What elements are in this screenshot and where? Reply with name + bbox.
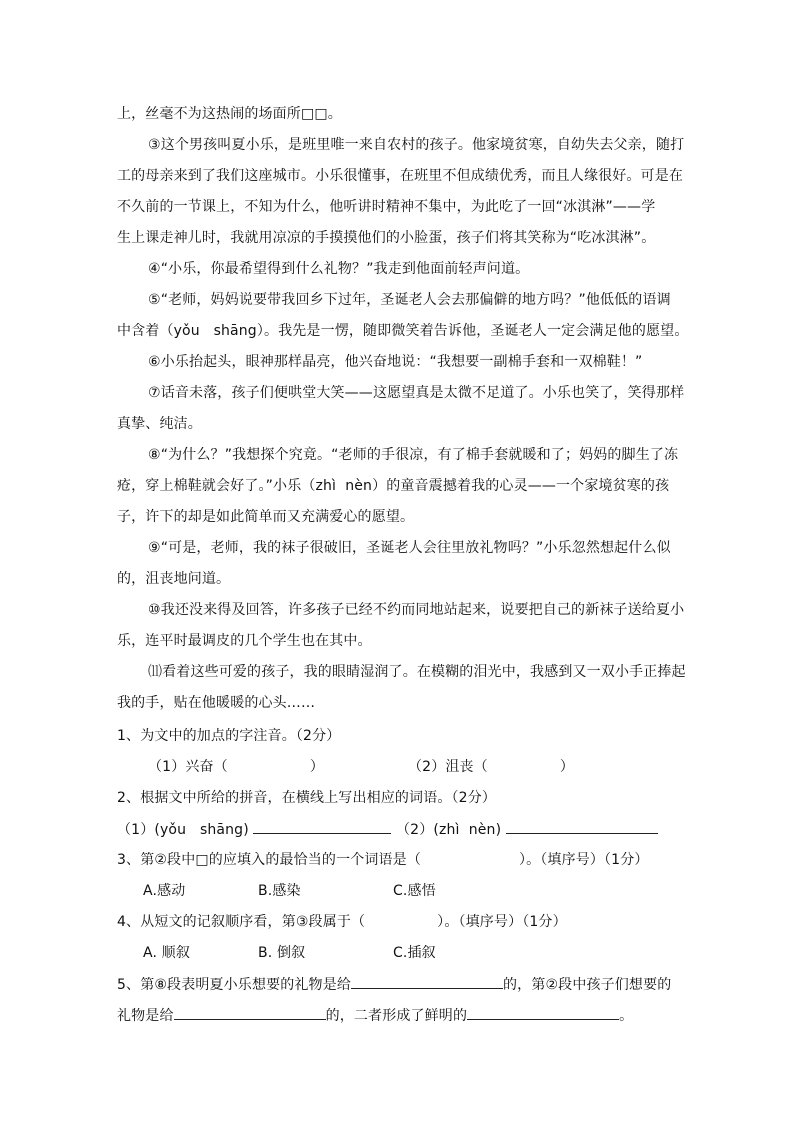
question-2a-label: （1）(yǒu shāng) [117,822,249,838]
paragraph-8-line-2: 疮，穿上棉鞋就会好了。”小乐（zhì nèn）的童音震撼着我的心灵——一个家境贫寒的孩 [117,478,670,494]
question-4-option-c: C.插叙 [393,945,436,961]
question-5-line-1 [117,974,671,995]
question-2b-label: （2）(zhì nèn) [396,822,502,838]
question-1a-prefix: （1）兴奋（ [148,759,228,775]
question-1b-prefix: （2）沮丧（ [408,759,488,775]
question-5-part-e: 。 [619,1008,634,1024]
paragraph-10-line-2: 乐，连平时最调皮的几个学生也在其中。 [117,633,372,649]
paragraph-2-tail: 上，丝毫不为这热闹的场面所□□。 [117,106,342,122]
question-5-part-a: 5、第⑧段表明夏小乐想要的礼物是给 [117,977,352,993]
question-4-prefix: 4、从短文的记叙顺序看，第③段属于（ [117,914,366,930]
answer-line-5c[interactable] [467,1005,619,1020]
question-2-answers [117,819,658,840]
paragraph-3-line-1: ③这个男孩叫夏小乐，是班里唯一来自农村的孩子。他家境贫寒，自幼失去父亲，随打 [148,137,685,153]
paragraph-11-line-2: 我的手，贴在他暖暖的心头…… [117,695,316,711]
paragraph-11-line-1: ⑾看着这些可爱的孩子，我的眼睛湿润了。在模糊的泪光中，我感到又一双小手正捧起 [148,664,686,680]
question-1a [148,757,324,777]
question-2: 2、根据文中所给的拼音，在横线上写出相应的词语。（2分） [117,790,497,806]
question-4 [117,912,567,932]
question-3-suffix: ）。（填序号）（1分） [518,852,649,868]
question-5-line-2 [117,1005,633,1026]
paragraph-3-line-4: 生上课走神儿时，我就用凉凉的手摸摸他们的小脸蛋，孩子们将其笑称为“吃冰淇淋”。 [117,230,656,246]
question-1: 1、为文中的加点的字注音。（2分） [117,728,341,744]
question-4-option-a: A. 顺叙 [143,945,190,961]
answer-line-5b[interactable] [174,1005,326,1020]
paragraph-9-line-2: 的，沮丧地问道。 [117,571,231,587]
question-5-part-c: 礼物是给 [117,1008,174,1024]
answer-line-5a[interactable] [351,974,503,989]
question-3 [117,850,649,870]
answer-line-2b[interactable] [506,819,658,834]
answer-line-2a[interactable] [253,819,391,834]
question-3-option-c: C.感悟 [393,883,436,899]
question-3-option-b: B.感染 [258,883,301,899]
paragraph-7-line-1: ⑦话音未落，孩子们便哄堂大笑——这愿望真是太微不足道了。小乐也笑了，笑得那样 [148,385,685,401]
question-1a-suffix: ） [309,759,324,775]
question-1b [408,757,574,777]
question-3-prefix: 3、第②段中□的应填入的最恰当的一个词语是（ [117,852,421,868]
paragraph-3-line-3: 不久前的一节课上，不知为什么，他听讲时精神不集中，为此吃了一回“冰淇淋”——学 [117,199,656,215]
paragraph-4: ④“小乐，你最希望得到什么礼物？”我走到他面前轻声问道。 [148,261,530,277]
paragraph-10-line-1: ⑩我还没来得及回答，许多孩子已经不约而同地站起来，说要把自己的新袜子送给夏小 [148,602,685,618]
question-3-option-a: A.感动 [143,883,186,899]
question-5-part-d: 的，二者形成了鲜明的 [325,1008,468,1024]
question-1b-suffix: ） [559,759,574,775]
paragraph-9-line-1: ⑨“可是，老师，我的袜子很破旧，圣诞老人会往里放礼物吗？”小乐忽然想起什么似 [148,540,671,556]
paragraph-5-line-2: 中含着（yǒu shāng）。我先是一愣，随即微笑着告诉他，圣诞老人一定会满足他的愿望。 [117,323,689,339]
question-5-part-b: 的，第②段中孩子们想要的 [503,977,672,993]
paragraph-6: ⑥小乐抬起头，眼神那样晶亮，他兴奋地说：“我想要一副棉手套和一双棉鞋！” [148,354,643,370]
paragraph-7-line-2: 真挚、纯洁。 [117,416,202,432]
question-4-suffix: ）。（填序号）（1分） [437,914,567,930]
paragraph-8-line-1: ⑧“为什么？”我想探个究竟。“老师的手很凉，有了棉手套就暖和了；妈妈的脚生了冻 [148,447,679,463]
paragraph-8-line-3: 子，许下的却是如此简单而又充满爱心的愿望。 [117,509,415,525]
question-4-option-b: B. 倒叙 [258,945,306,961]
paragraph-3-line-2: 工的母亲来到了我们这座城市。小乐很懂事，在班里不但成绩优秀，而且人缘很好。可是在 [117,168,683,184]
paragraph-5-line-1: ⑤“老师，妈妈说要带我回乡下过年，圣诞老人会去那偏僻的地方吗？”他低低的语调 [148,292,671,308]
